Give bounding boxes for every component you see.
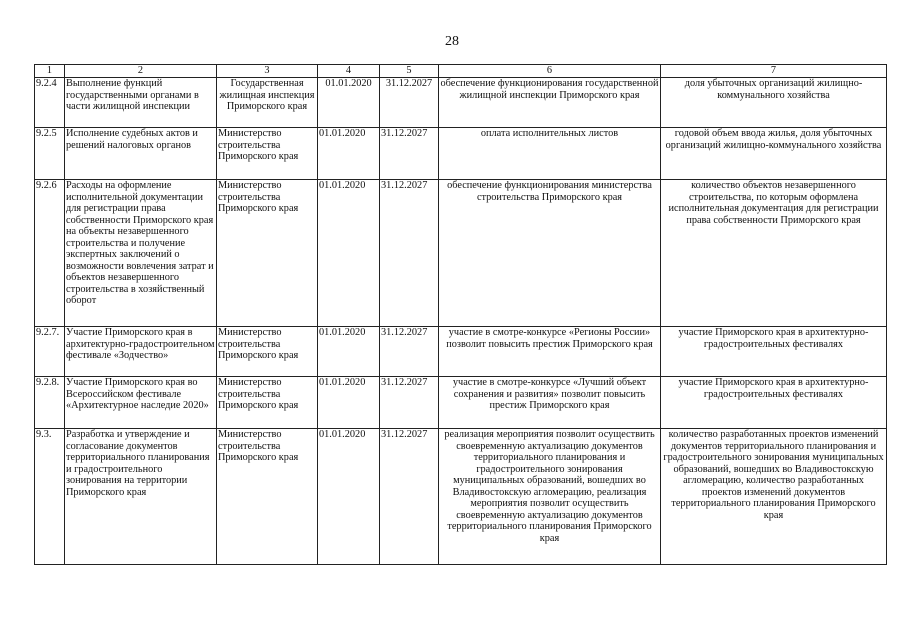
expected-result: оплата исполнительных листов bbox=[439, 128, 661, 180]
indicator: количество объектов незавершенного строительства, по которым оформлена исполнительная документация для регистрации права собственности Приморского края bbox=[661, 180, 887, 327]
start-date: 01.01.2020 bbox=[318, 78, 380, 128]
table-row bbox=[35, 128, 887, 180]
expected-result: обеспечение функционирования государственной жилищной инспекции Приморского края bbox=[439, 78, 661, 128]
page-number: 28 bbox=[445, 34, 459, 49]
indicator: участие Приморского края в архитектурно-градостроительных фестивалях bbox=[661, 377, 887, 429]
activity-name: Исполнение судебных актов и решений налоговых органов bbox=[65, 128, 217, 180]
column-header: 1 bbox=[35, 65, 65, 78]
column-header: 6 bbox=[439, 65, 661, 78]
row-number: 9.2.8. bbox=[35, 377, 65, 429]
executor: Министерство строительства Приморского края bbox=[217, 327, 318, 377]
table-row bbox=[35, 180, 887, 327]
column-header: 2 bbox=[65, 65, 217, 78]
expected-result: обеспечение функционирования министерства строительства Приморского края bbox=[439, 180, 661, 327]
end-date: 31.12.2027 bbox=[380, 78, 439, 128]
activity-name: Выполнение функций государственными органами в части жилищной инспекции bbox=[65, 78, 217, 128]
indicator: доля убыточных организаций жилищно-коммунального хозяйства bbox=[661, 78, 887, 128]
activity-name: Разработка и утверждение и согласование документов территориального планирования и градостроительного зонирования на территории Приморского края bbox=[65, 429, 217, 565]
expected-result: участие в смотре-конкурсе «Регионы России» позволит повысить престиж Приморского края bbox=[439, 327, 661, 377]
indicator: годовой объем ввода жилья, доля убыточных организаций жилищно-коммунального хозяйства bbox=[661, 128, 887, 180]
activity-name: Участие Приморского края во Всероссийском фестивале «Архитектурное наследие 2020» bbox=[65, 377, 217, 429]
executor: Министерство строительства Приморского края bbox=[217, 377, 318, 429]
row-number: 9.2.7. bbox=[35, 327, 65, 377]
activity-name: Участие Приморского края в архитектурно-градостроительном фестивале «Зодчество» bbox=[65, 327, 217, 377]
executor: Государственная жилищная инспекция Приморского края bbox=[217, 78, 318, 128]
end-date: 31.12.2027 bbox=[380, 429, 439, 565]
executor: Министерство строительства Приморского края bbox=[217, 128, 318, 180]
indicator: количество разработанных проектов изменений документов территориального планирования и градостроительного зонирования муниципальных образований, вошедших во Владивостокскую агломерацию, количество разработанных проектов изменений документов территориального планирования Приморского края bbox=[661, 429, 887, 565]
expected-result: участие в смотре-конкурсе «Лучший объект сохранения и развития» позволит повысить престиж Приморского края bbox=[439, 377, 661, 429]
start-date: 01.01.2020 bbox=[318, 429, 380, 565]
start-date: 01.01.2020 bbox=[318, 327, 380, 377]
end-date: 31.12.2027 bbox=[380, 327, 439, 377]
column-header: 3 bbox=[217, 65, 318, 78]
activity-name: Расходы на оформление исполнительной документации для регистрации права собственности Приморского края на объекты незавершенного строительства и получение экспертных заключений о возможности вовлечения затрат и объектов незавершенного строительства в хозяйственный оборот bbox=[65, 180, 217, 327]
start-date: 01.01.2020 bbox=[318, 180, 380, 327]
row-number: 9.2.5 bbox=[35, 128, 65, 180]
table-row bbox=[35, 327, 887, 377]
executor: Министерство строительства Приморского края bbox=[217, 429, 318, 565]
executor: Министерство строительства Приморского края bbox=[217, 180, 318, 327]
table-row bbox=[35, 78, 887, 128]
start-date: 01.01.2020 bbox=[318, 377, 380, 429]
row-number: 9.3. bbox=[35, 429, 65, 565]
table-row bbox=[35, 429, 887, 565]
row-number: 9.2.4 bbox=[35, 78, 65, 128]
table-header-row bbox=[35, 65, 887, 78]
indicator: участие Приморского края в архитектурно-градостроительных фестивалях bbox=[661, 327, 887, 377]
column-header: 5 bbox=[380, 65, 439, 78]
end-date: 31.12.2027 bbox=[380, 377, 439, 429]
table-row bbox=[35, 377, 887, 429]
start-date: 01.01.2020 bbox=[318, 128, 380, 180]
column-header: 4 bbox=[318, 65, 380, 78]
column-header: 7 bbox=[661, 65, 887, 78]
end-date: 31.12.2027 bbox=[380, 128, 439, 180]
row-number: 9.2.6 bbox=[35, 180, 65, 327]
program-activities-table bbox=[34, 64, 887, 565]
expected-result: реализация мероприятия позволит осуществить своевременную актуализацию документов территориального планирования и градостроительного зонирования муниципальных образований, вошедших во Владивостокскую агломерацию, реализация мероприятия позволит осуществить своевременную актуализацию документов территориального планирования Приморского края bbox=[439, 429, 661, 565]
end-date: 31.12.2027 bbox=[380, 180, 439, 327]
